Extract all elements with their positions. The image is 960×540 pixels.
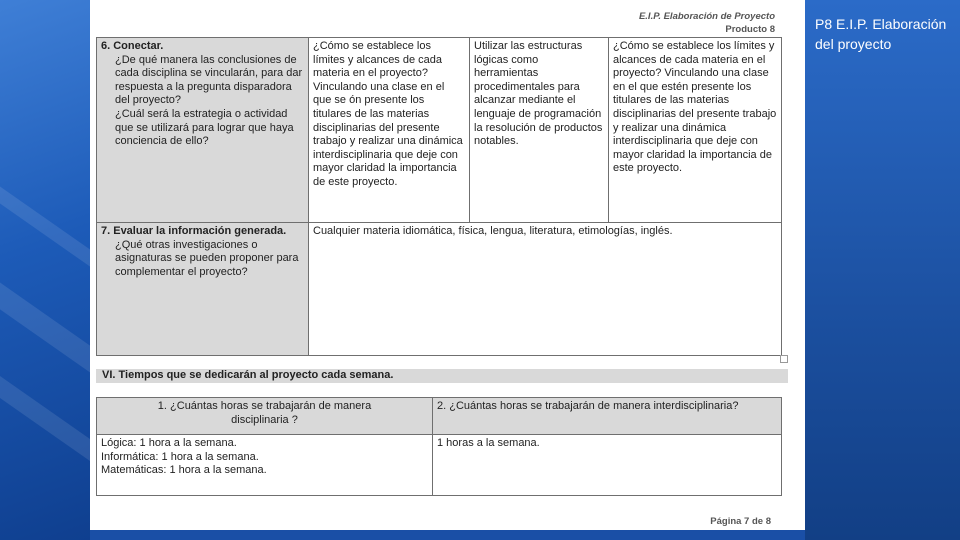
section-7-heading: 7. Evaluar la información generada. [101,225,287,237]
answer-text: ¿Cómo se establece los límites y alcances de cada materia en el proyecto? Vinculando una clase en el que estén presente los titulares de las materias disciplinarias del presente trabajo y realizar una dinámica interdisciplinaria que deje con mayor claridad la importancia de este proyecto. [613,40,777,175]
page-number: Página 7 de 8 [710,516,771,527]
section-6-question: ¿De qué manera las conclusiones de cada disciplina se vincularán, para dar respuesta a la pregunta disparadora del proyecto? ¿Cuál será la estrategia o actividad que se utilizará para lograr que haya conciencia de ello? [115,53,303,148]
section-7-question: ¿Qué otras investigaciones o asignaturas se pueden proponer para complementar el proyecto? [115,238,299,278]
answer-text: ¿Cómo se establece los límites y alcances de cada materia en el proyecto? Vinculando una clase en el que se ón presente los titulares de las materias disciplinarias del presente trabajo y realizar una dinámica interdisciplinaria que deje con mayor claridad la importancia de este proyecto. [313,40,463,188]
header-title: E.I.P. Elaboración de Proyecto [638,11,775,22]
hours-interdisciplinary-header [432,397,782,435]
answer-cell-limits-1 [308,37,470,223]
answer-cell-limits-2 [608,37,782,223]
hours-interdisciplinary-text: 1 horas a la semana. [437,437,540,449]
section-6-cell [96,37,309,223]
document-page [90,0,805,530]
hours-interdisciplinary-answer [432,434,782,496]
background-left-panel [0,0,90,540]
hours-disciplinary-answer [96,434,433,496]
table-corner-marker [780,355,788,363]
section-7-cell [96,222,309,356]
slide-title: P8 E.I.P. Elaboración del proyecto [815,16,947,52]
hours-disciplinary-text: Lógica: 1 hora a la semana. Informática: 1 hora a la semana. Matemáticas: 1 hora a la semana. [101,437,267,477]
section-vi-heading: VI. Tiempos que se dedicarán al proyecto cada semana. [96,369,788,383]
section-6-heading: 6. Conectar. [101,40,164,52]
answer-text: Utilizar las estructuras lógicas como herramientas procedimentales para alcanzar mediante el lenguaje de programación la resolución de productos notables. [474,40,603,148]
answer-text: Cualquier materia idiomática, física, lengua, literatura, etimologías, inglés. [313,225,673,237]
answer-cell-section-7 [308,222,782,356]
background-right-panel [805,0,960,540]
hours-disciplinary-question: 1. ¿Cuántas horas se trabajarán de manera disciplinaria ? [157,400,372,426]
hours-disciplinary-header [96,397,433,435]
answer-cell-logic [469,37,609,223]
document-header [639,10,775,36]
header-subtitle: Producto 8 [725,24,775,35]
hours-interdisciplinary-question: 2. ¿Cuántas horas se trabajarán de manera interdisciplinaria? [437,400,739,412]
